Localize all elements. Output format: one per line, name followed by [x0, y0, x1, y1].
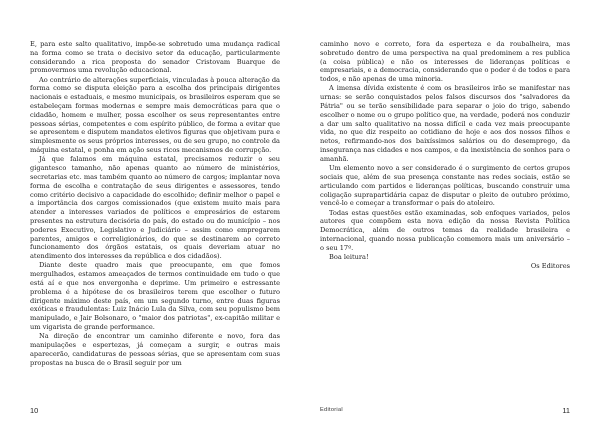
left-text-column [30, 40, 280, 367]
left-paragraph-2: Ao contrário de alterações superficiais, vinculadas à pouca alteração da forma como se disputa eleição para a escolha dos principais dirigentes nacionais e estaduais, e mesmo municipais, os brasileiros esperam que se estabeleçam formas modernas e sempre mais democráticas para que o cidadão, homem e mulher, possa escolher os seus representantes entre pessoas sérias, competentes e com espírito público, de forma a evitar que se apresentem e disputem mandatos eletivos figuras que objetivam pura e simplesmente os seus próprios interesses, ou de seu grupo, no controle da máquina estatal, e ponha em ação seus ricos mecanismos de corrupção. [30, 75, 280, 155]
page-number-right: 11 [562, 406, 570, 415]
right-paragraph-4: Todas estas questões estão examinadas, sob enfoques variados, pelos autores que compõem esta nova edição da nossa Revista Política Democrática, além de outros temas da realidade brasileira e internacional, quando nossa publicação comemora mais um aniversário – o seu 17º. [320, 208, 570, 252]
editors-signature: Os Editores [530, 262, 570, 271]
right-paragraph-3: Um elemento novo a ser considerado é o surgimento de certos grupos sociais que, além de sua presença constante nas redes sociais, estão se articulando com partidos e lideranças políticas, buscando construir uma coligação suprapartidária capaz de disputar o pleito de outubro próximo, vencê-lo e começar a transformar o país do atoleiro. [320, 164, 570, 208]
left-paragraph-5: Na direção de encontrar um caminho diferente e novo, fora das manipulações e espertezas, já começam a surgir, e outras mais aparecerão, candidaturas de pessoas sérias, que se apresentam com suas propostas na busca de o Brasil seguir por um [30, 332, 280, 367]
running-foot-section: Editorial [320, 407, 343, 413]
right-paragraph-1: caminho novo e correto, fora da esperteza e da roubalheira, mas sobretudo dentro de uma perspectiva na qual predominem a res publica (a coisa pública) e não os interesses de lideranças políticas e empresariais, e a democracia, considerando que o poder é de todos e para todos, e não apenas de uma minoria. [320, 40, 570, 84]
right-paragraph-2: A imensa dívida existente é com os brasileiros irão se manifestar nas urnas: se serão conquistados pelos falsos discursos dos "salvadores da Pátria" ou se terão sensibilidade para separar o joio do trigo, sabendo escolher o nome ou o grupo político que, na verdade, poderá nos conduzir a dar um salto qualitativo na nossa difícil e cada vez mais preocupante vida, no que diz respeito ao cotidiano de hoje e aos dos nossos filhos e netos, refirmando-nos dos baixíssimos salários ou do desemprego, da insegurança nas cidades e nos campos, e da inexistência de sonhos para o amanhã. [320, 84, 570, 163]
right-text-column [320, 40, 570, 271]
left-paragraph-3: Já que falamos em máquina estatal, precisamos reduzir o seu gigantesco tamanho, não apenas quanto ao número de ministérios, secretarias etc. mas também quanto ao número de cargos; implantar nova forma de escolha e contratação de seus dirigentes e assessores, tendo como critério decisivo a capacidade do escolhido; definir melhor o papel e a importância dos cargos comissionados (que existem muito mais para atender a interesses variados de políticos e empresários de estarem presentes na estrutura decisória do país, do estado ou do município – nos poderes Executivo, Legislativo e Judiciário – assim como empregarem parentes, amigos e correligionários, do que se destinarem ao correto funcionamento dos órgãos estatais, os quais deveriam atuar no atendimento dos interesses da república e dos cidadãos). [30, 155, 280, 261]
left-paragraph-4: Diante deste quadro mais que preocupante, em que fomos mergulhados, estamos ameaçados de termos continuidade em tudo o que está aí e que nos envergonha e deprime. Um primeiro e estressante problema é a hipótese de os brasileiros terem que escolher o futuro dirigente máximo deste país, em um segundo turno, entre duas figuras exóticas e fraudulentas: Luiz Inácio Lula da Silva, com seu populismo bem manipulado, e Jair Bolsonaro, o "maior dos patriotas", ex-capitão militar e um vigarista de grande performance. [30, 261, 280, 331]
left-paragraph-1: E, para este salto qualitativo, impõe-se sobretudo uma mudança radical na forma como se trata o decisivo setor da educação, particularmente considerando a rica proposta do senador Cristovam Buarque de promovermos uma revolução educacional. [30, 40, 280, 75]
right-page [300, 0, 600, 439]
closing-greeting: Boa leitura! [329, 253, 369, 262]
page-number-left: 10 [30, 406, 39, 415]
